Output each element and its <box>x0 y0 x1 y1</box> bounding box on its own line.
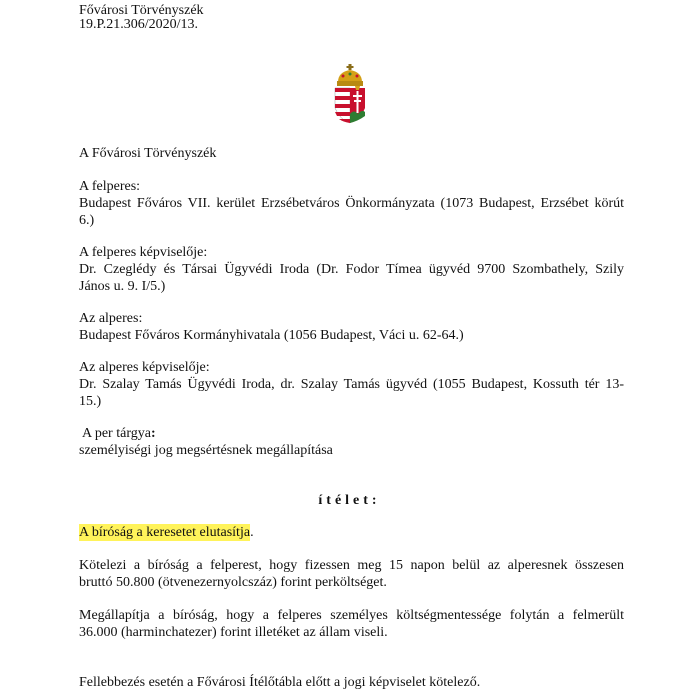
court-line: A Fővárosi Törvényszék <box>79 146 217 161</box>
plaintiff-rep-line1: Dr. Czeglédy és Társai Ügyvédi Iroda (Dr. Fodor Tímea ügyvéd 9700 Szombathely, Szily <box>79 262 624 277</box>
fee-paragraph-line2: 36.000 (harminchatezer) forint illetéket az állam viseli. <box>79 625 388 640</box>
decision-period: . <box>250 525 254 540</box>
costs-paragraph-line1: Kötelezi a bíróság a felperest, hogy fizessen meg 15 napon belül az alperesnek összesen <box>79 558 624 573</box>
subject-line1: személyiségi jog megsértésnek megállapítása <box>79 443 333 458</box>
appeal-note: Fellebbezés esetén a Fővárosi Ítélőtábla előtt a jogi képviselet kötelező. <box>79 675 481 690</box>
defendant-rep-label: Az alperes képviselője: <box>79 360 210 375</box>
plaintiff-line2: 6.) <box>79 213 95 228</box>
plaintiff-label: A felperes: <box>79 179 141 194</box>
subject-label-text: A per tárgya <box>82 426 151 441</box>
hungarian-coat-of-arms-icon <box>332 64 368 126</box>
highlighted-decision: A bíróság a keresetet elutasítja <box>79 525 251 540</box>
costs-paragraph-line2: bruttó 50.800 (ötvenezernyolcszáz) forint perköltséget. <box>79 575 387 590</box>
subject-label <box>82 425 627 442</box>
defendant-rep-line2: 15.) <box>79 394 102 409</box>
defendant-label: Az alperes: <box>79 311 143 326</box>
header-court-name: Fővárosi Törvényszék <box>79 3 204 18</box>
plaintiff-rep-line2: János u. 9. I/5.) <box>79 279 166 294</box>
fee-paragraph-line1: Megállapítja a bíróság, hogy a felperes személyes költségmentessége folytán a felmerült <box>79 608 624 623</box>
defendant-line1: Budapest Főváros Kormányhivatala (1056 Budapest, Váci u. 62-64.) <box>79 328 464 343</box>
plaintiff-rep-label: A felperes képviselője: <box>79 245 208 260</box>
verdict-main <box>79 524 624 541</box>
defendant-rep-line1: Dr. Szalay Tamás Ügyvédi Iroda, dr. Szalay Tamás ügyvéd (1055 Budapest, Kossuth tér 13- <box>79 377 624 392</box>
subject-label-colon: : <box>150 426 156 441</box>
verdict-title: ítélet: <box>318 493 381 508</box>
header-case-number: 19.P.21.306/2020/13. <box>79 17 199 32</box>
plaintiff-line1: Budapest Főváros VII. kerület Erzsébetváros Önkormányzata (1073 Budapest, Erzsébet körút <box>79 196 624 211</box>
